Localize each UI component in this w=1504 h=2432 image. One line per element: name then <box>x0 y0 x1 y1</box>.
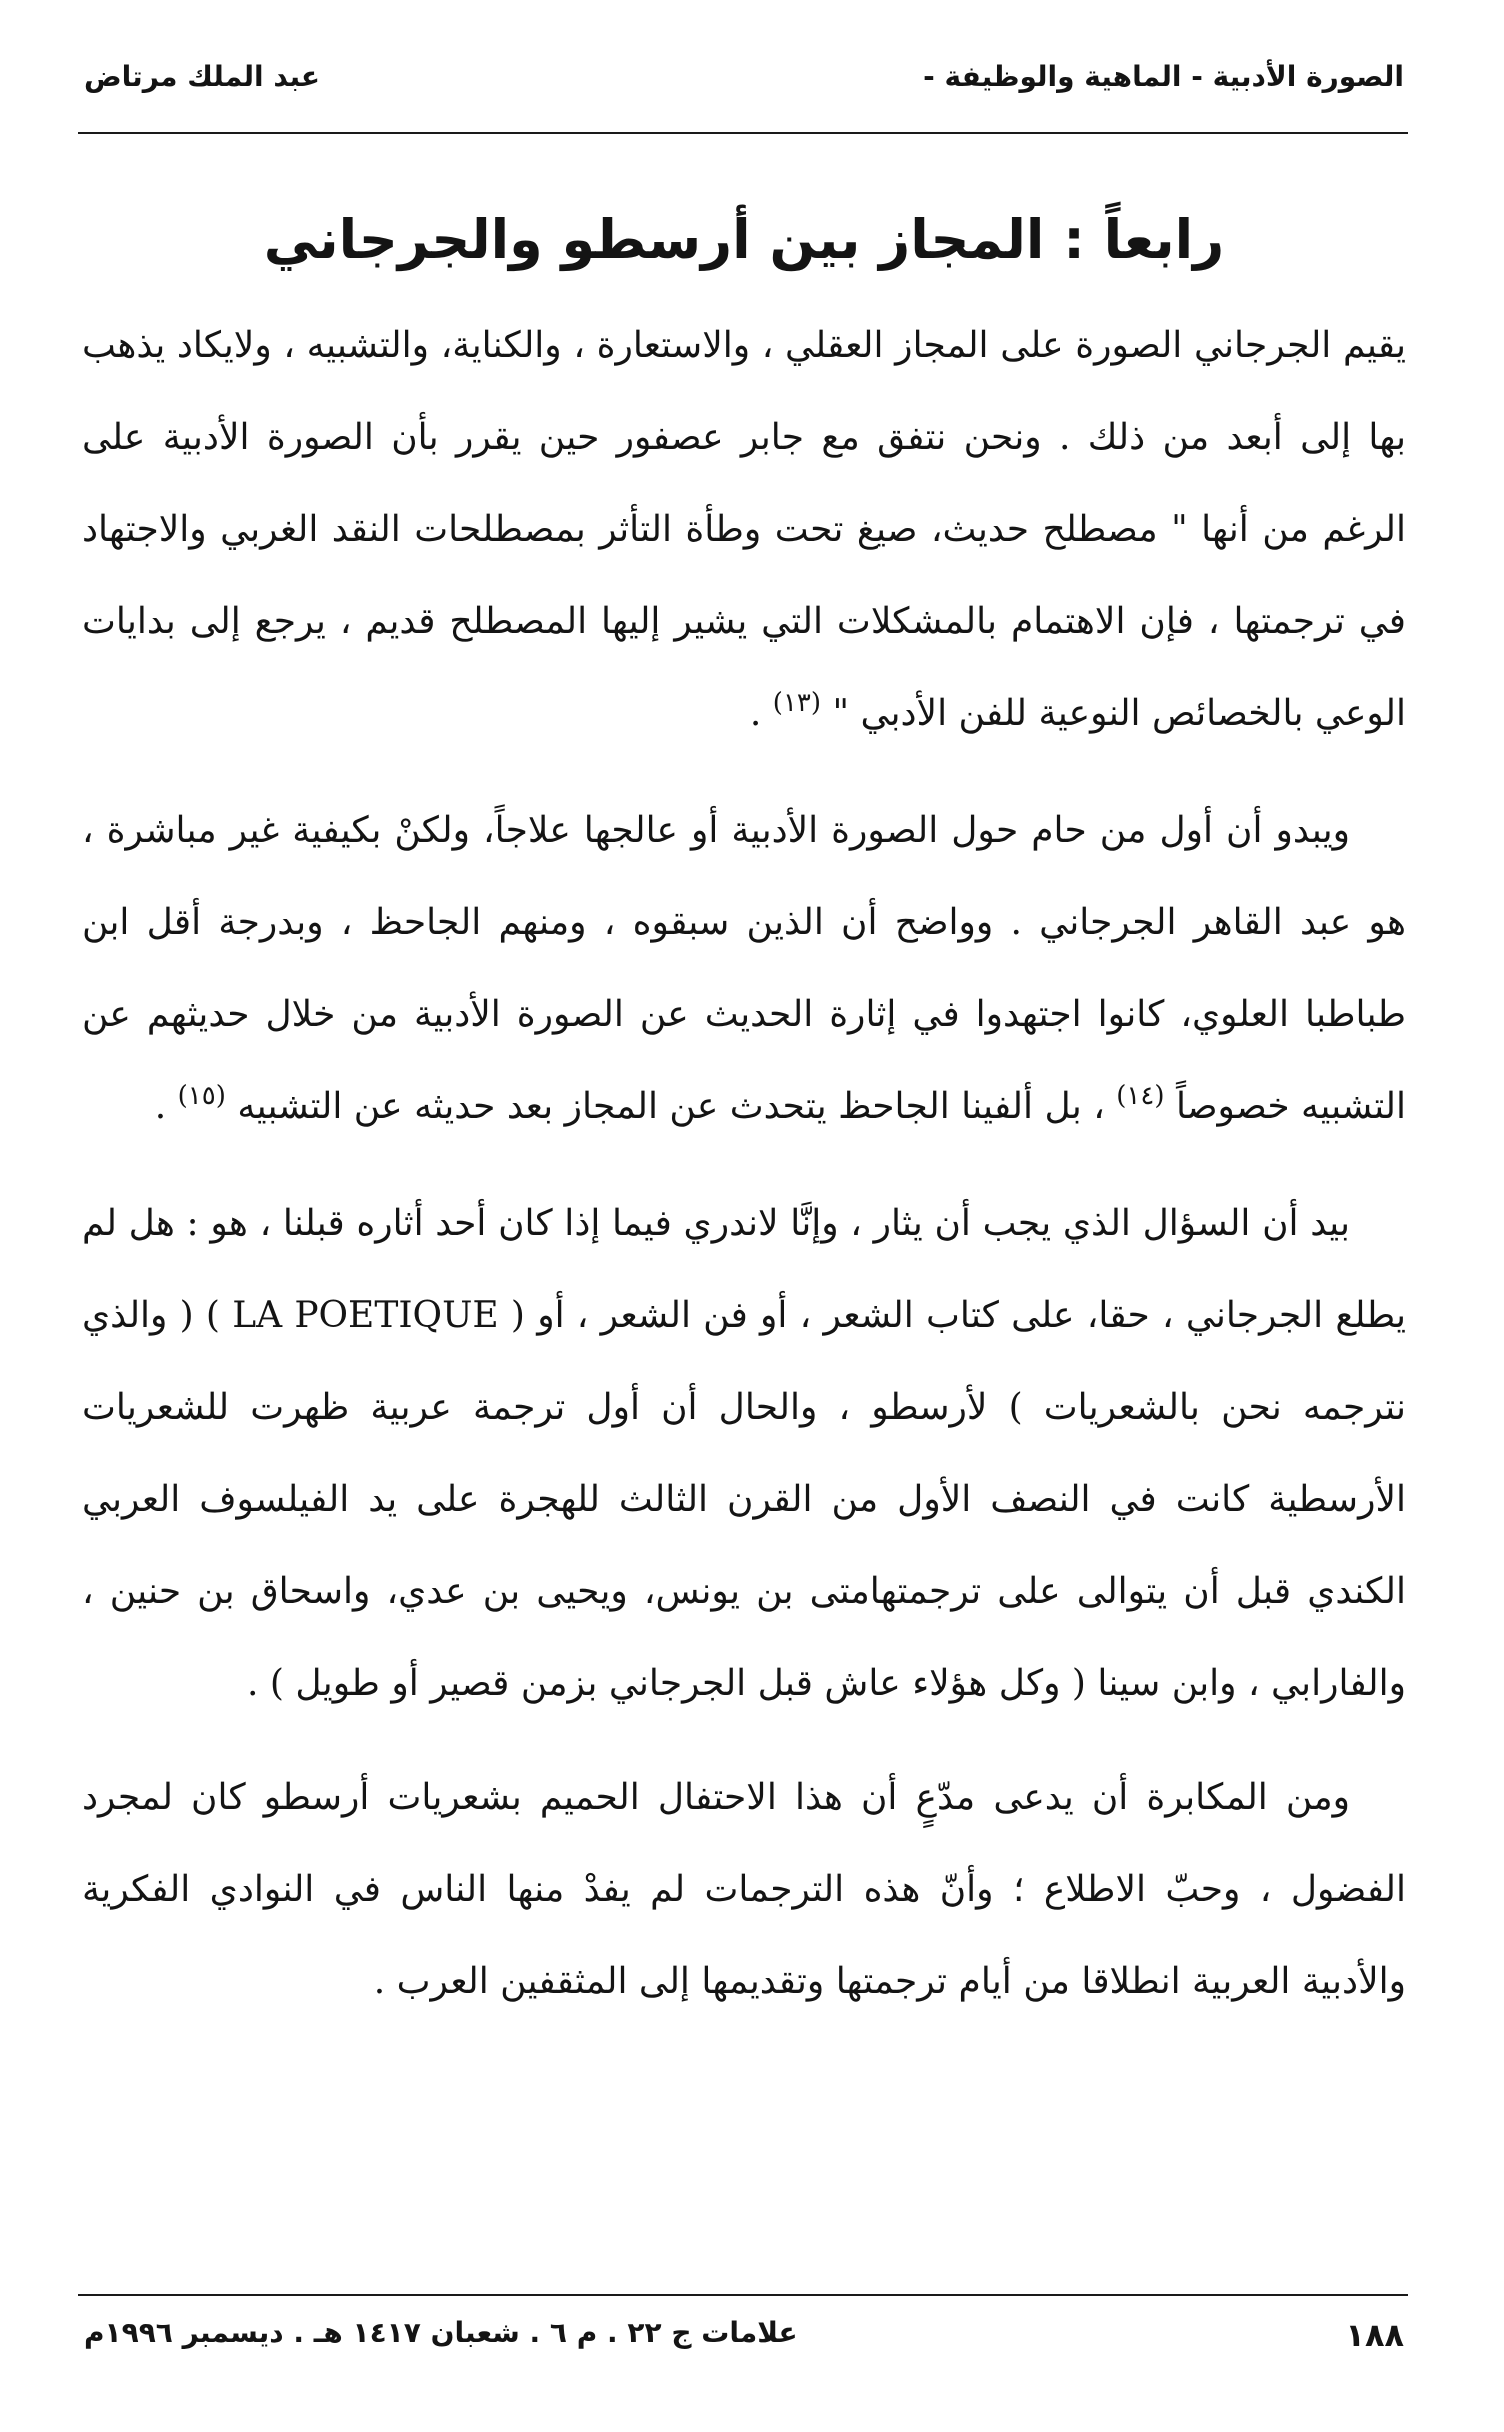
paragraph-text: ، بل ألفينا الجاحظ يتحدث عن المجاز بعد حديثه عن التشبيه <box>237 1086 1105 1127</box>
running-header <box>84 54 1404 104</box>
paragraph <box>82 785 1406 1156</box>
page-footer <box>84 2312 1404 2362</box>
journal-citation: علامات ج ٢٢ . م ٦ . شعبان ١٤١٧ هـ . ديسمبر ١٩٩٦م <box>84 2316 798 2349</box>
header-rule <box>78 132 1408 134</box>
book-title: الصورة الأدبية - الماهية والوظيفة - <box>923 60 1404 93</box>
paragraph-text: بيد أن السؤال الذي يجب أن يثار ، وإنَّا لاندري فيما إذا كان أحد أثاره قبلنا ، هو : هل لم يطلع الجرجاني ، حقا، على كتاب الشعر ، أو فن الشعر ، أو ( LA POETIQUE ) ( والذي نترجمه نحن بالشعريات ) لأرسطو ، والحال أن أول ترجمة عربية ظهرت للشعريات الأرسطية كانت في النصف الأول من القرن الثالث للهجرة على يد الفيلسوف العربي الكندي قبل أن يتوالى على ترجمتهامتى بن يونس، ويحيى بن عدي، واسحاق بن حنين ، والفارابي ، وابن سينا ( وكل هؤلاء عاش قبل الجرجاني بزمن قصير أو طويل ) . <box>82 1203 1406 1704</box>
footnote-reference: (١٤) <box>1116 1081 1165 1111</box>
paragraph <box>82 1752 1406 2028</box>
footnote-reference: (١٥) <box>177 1081 226 1111</box>
paragraph-text: يقيم الجرجاني الصورة على المجاز العقلي ، والاستعارة ، والكناية، والتشبيه ، ولايكاد يذهب بها إلى أبعد من ذلك . ونحن نتفق مع جابر عصفور حين يقرر بأن الصورة الأدبية على الرغم من أنها " مصطلح حديث، صيغ تحت وطأة التأثر بمصطلحات النقد الغربي والاجتهاد في ترجمتها ، فإن الاهتمام بالمشكلات التي يشير إليها المصطلح قديم ، يرجع إلى بدايات الوعي بالخصائص النوعية للفن الأدبي " <box>82 325 1406 734</box>
footnote-reference: (١٣) <box>772 688 822 718</box>
section-title: رابعاً : المجاز بين أرسطو والجرجاني <box>263 208 1225 271</box>
paragraph-text: ومن المكابرة أن يدعى مدّعٍ أن هذا الاحتفال الحميم بشعريات أرسطو كان لمجرد الفضول ، وحبّ الاطلاع ؛ وأنّ هذه الترجمات لم يفدْ منها الناس في النوادي الفكرية والأدبية العربية انطلاقا من أيام ترجمتها وتقديمها إلى المثقفين العرب . <box>82 1777 1406 2002</box>
page-number: ١٨٨ <box>1345 2316 1404 2354</box>
footer-rule <box>78 2294 1408 2296</box>
author-name: عبد الملك مرتاض <box>84 60 321 93</box>
paragraph-end: . <box>749 693 773 734</box>
paragraph <box>82 300 1406 763</box>
paragraph <box>82 1178 1406 1730</box>
paragraph-end: . <box>154 1086 178 1127</box>
body-text <box>82 300 1406 2028</box>
paragraph-text: ويبدو أن أول من حام حول الصورة الأدبية أو عالجها علاجاً، ولكنْ بكيفية غير مباشرة ، هو عبد القاهر الجرجاني . وواضح أن الذين سبقوه ، ومنهم الجاحظ ، وبدرجة أقل ابن طباطبا العلوي، كانوا اجتهدوا في إثارة الحديث عن الصورة الأدبية من خلال حديثهم عن التشبيه خصوصاً <box>82 810 1406 1127</box>
